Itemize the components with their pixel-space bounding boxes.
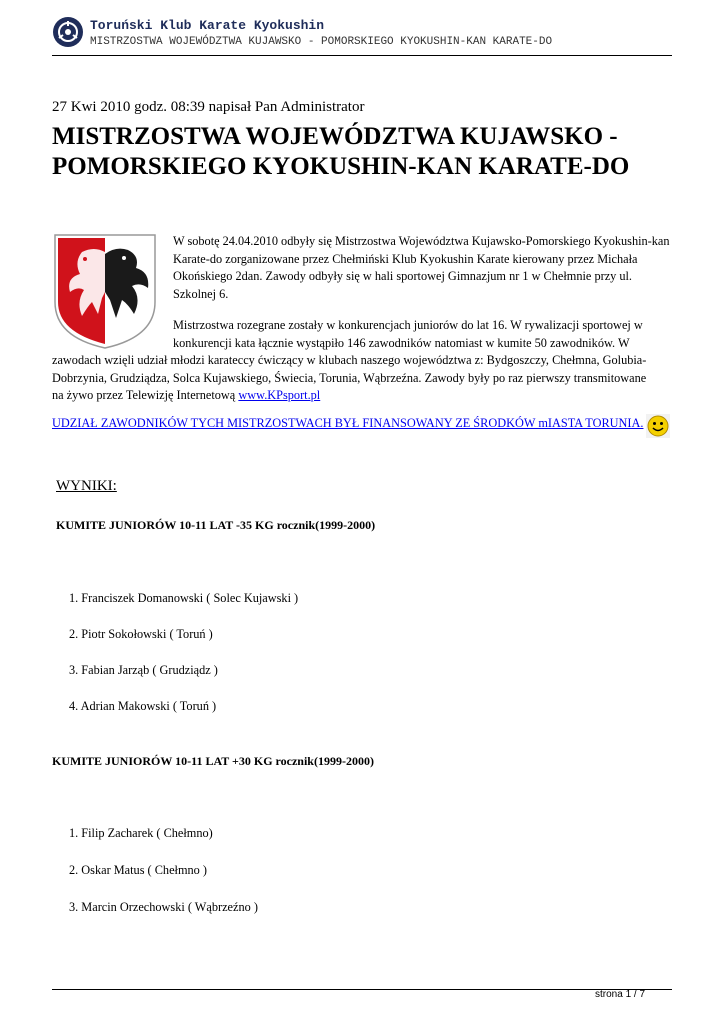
details-paragraph-part1: Mistrzostwa rozegrane zostały w konkurencjach juniorów do lat 16. W rywalizacji sportowej w konkurencji kata łącznie wystąpiło 146 zawodników natomiast w kumite 50 zawodników. W (173, 318, 643, 350)
funding-link[interactable]: UDZIAŁ ZAWODNIKÓW TYCH MISTRZOSTWACH BYŁ FINANSOWANY ZE ŚRODKÓW mIASTA TORUNIA. (52, 416, 644, 430)
result-item: 3. Fabian Jarząb ( Grudziądz ) (69, 663, 218, 677)
result-item: 2. Oskar Matus ( Chełmno ) (69, 863, 207, 877)
title-line-1: MISTRZOSTWA WOJEWÓDZTWA KUJAWSKO - (52, 123, 618, 150)
title-line-2: POMORSKIEGO KYOKUSHIN-KAN KARATE-DO (52, 153, 630, 180)
article-meta: 27 Kwi 2010 godz. 08:39 napisał Pan Administrator (52, 99, 365, 115)
site-name: Toruński Klub Karate Kyokushin (90, 18, 325, 33)
results-heading: WYNIKI: (56, 478, 117, 494)
intro-paragraph: W sobotę 24.04.2010 odbyły się Mistrzostwa Województwa Kujawsko-Pomorskiego Kyokushin-kan Karate-do zorganizowane przez Chełmiński Klub Kyokushin Karate kierowany przez Michała Okońskiego 2dan. Zawody odbyły się w hali sportowej Gimnazjum nr 1 w Chełmnie przy ul. Szkolnej 6. (173, 234, 670, 301)
page-number: strona 1 / 7 (595, 989, 646, 1000)
category-title: KUMITE JUNIORÓW 10-11 LAT +30 KG rocznik(1999-2000) (52, 754, 374, 768)
footer-divider (52, 989, 672, 990)
site-subtitle: MISTRZOSTWA WOJEWÓDZTWA KUJAWSKO - POMORSKIEGO KYOKUSHIN-KAN KARATE-DO (90, 36, 553, 48)
article-title (52, 122, 672, 182)
kpsport-link[interactable]: www.KPsport.pl (238, 388, 321, 402)
result-item: 4. Adrian Makowski ( Toruń ) (69, 699, 217, 713)
result-item: 3. Marcin Orzechowski ( Wąbrzeźno ) (69, 900, 258, 914)
club-logo-icon (52, 16, 84, 48)
smiley-icon (646, 414, 670, 438)
page-header (52, 14, 672, 56)
details-paragraph-part2: zawodach wzięli udział młodzi karateccy ćwiczący w klubach naszego województwa z: Bydgoszczy, Chełmna, Golubia-Dobrzynia, Grudziądza, Solca Kujawskiego, Świecia, Torunia, Wąbrzeźna. Zawody były po raz pierwszy transmitowane na żywo przez Telewizję Internetową (52, 353, 647, 402)
result-item: 1. Franciszek Domanowski ( Solec Kujawski ) (69, 591, 299, 605)
result-item: 2. Piotr Sokołowski ( Toruń ) (69, 627, 213, 641)
header-divider (52, 55, 672, 56)
category-title: KUMITE JUNIORÓW 10-11 LAT -35 KG rocznik(1999-2000) (56, 518, 376, 532)
result-item: 1. Filip Zacharek ( Chełmno) (69, 826, 213, 840)
details-paragraph (52, 317, 652, 405)
